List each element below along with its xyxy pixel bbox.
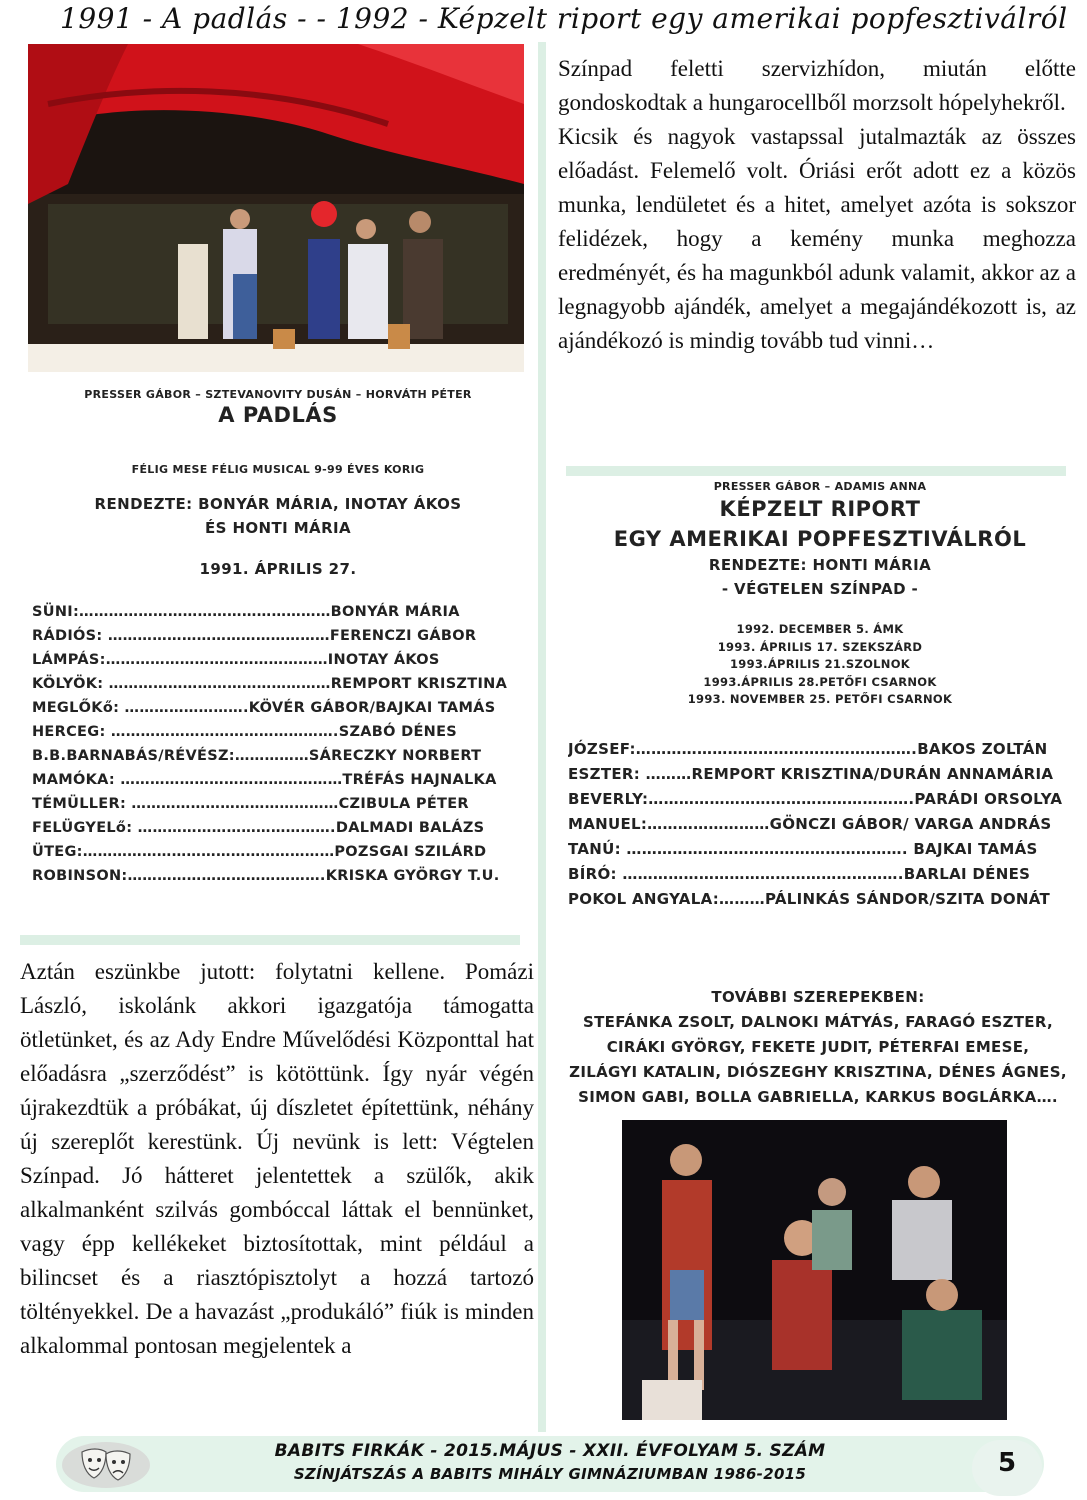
cast-item <box>32 744 528 768</box>
cast-item <box>32 672 528 696</box>
cast-actor: GÖNCZI GÁBOR/ VARGA ANDRÁS <box>769 814 1052 833</box>
cast-actor: BONYÁR MÁRIA <box>330 604 460 620</box>
cast-item <box>32 648 528 672</box>
cast-actor: PARÁDI ORSOLYA <box>914 789 1063 808</box>
cast-actor: DALMADI BALÁZS <box>335 820 485 836</box>
cast-actor: BAKOS ZOLTÁN <box>917 739 1048 758</box>
extras-heading: TOVÁBBI SZEREPEKBEN: <box>711 988 925 1006</box>
poster-date: 1991. ÁPRILIS 27. <box>199 560 357 578</box>
cast-role: ESZTER: ……… <box>568 764 692 783</box>
extras-line: CIRÁKI GYÖRGY, FEKETE JUDIT, PÉTERFAI EMESE, <box>606 1038 1030 1056</box>
cast-actor: SZABÓ DÉNES <box>338 724 458 740</box>
section-divider <box>20 935 520 945</box>
cast-role: BÍRÓ: ………………………………………………. <box>568 864 904 883</box>
cast-actor: REMPORT KRISZTINA <box>330 676 508 692</box>
cast-actor: KÖVÉR GÁBOR/BAJKAI TAMÁS <box>248 700 496 716</box>
poster-subtitle: FÉLIG MESE FÉLIG MUSICAL 9-99 ÉVES KORIG <box>131 463 425 476</box>
cast-list-padlas <box>28 600 528 888</box>
cast-item <box>32 696 528 720</box>
cast-actor: BAJKAI TAMÁS <box>907 839 1038 858</box>
cast-role: MEGLŐKő: ……………………. <box>32 700 249 716</box>
cast-role: TANÚ: ………………………………………………. <box>568 839 908 858</box>
paragraph: Színpad feletti szervizhídon, miután előtte gondoskodtak a hungarocellből morzsolt hópelyhekről. <box>558 56 1076 115</box>
cast-role: B.B.BARNABÁS/RÉVÉSZ:…………… <box>32 748 309 764</box>
performance-date: 1992. DECEMBER 5. ÁMK <box>736 622 904 636</box>
cast-item <box>32 864 528 888</box>
cast-role: RÁDIÓS: ……………………………………… <box>32 628 330 644</box>
cast-actor: BARLAI DÉNES <box>903 864 1031 883</box>
page-number: 5 <box>997 1448 1017 1478</box>
cast-role: LÁMPÁS:……………………………………… <box>32 652 328 668</box>
extra-roles <box>558 984 1078 1110</box>
cast-role: ROBINSON:…………………………………. <box>32 868 326 884</box>
poster-directed-line2: ÉS HONTI MÁRIA <box>204 519 352 537</box>
cast-role: MANUEL:…………………… <box>568 814 770 833</box>
article-text-right <box>558 52 1076 358</box>
cast-item <box>568 862 1080 887</box>
cast-item <box>32 624 528 648</box>
cast-actor: INOTAY ÁKOS <box>327 652 440 668</box>
paragraph: Kicsik és nagyok vastapssal jutalmazták az összes előadást. Felemelő volt. Óriási erőt adott ez a közös munka, lendületet és a hitet, amelyet azóta is sokszor felidézek, hogy a kemény munka meghozza eredményét, és ha magunkból adunk valamit, akkor az a legnagyobb ajándék, amelyet a megajándékozott is, az ajándékozó is mindig tovább tud vinni… <box>558 124 1076 353</box>
extras-line: STEFÁNKA ZSOLT, DALNOKI MÁTYÁS, FARAGÓ ESZTER, <box>583 1013 1053 1031</box>
poster-directed-line1: RENDEZTE: BONYÁR MÁRIA, INOTAY ÁKOS <box>94 495 462 513</box>
cast-role: KÖLYÖK: ……………………………………… <box>32 676 331 692</box>
extras-line: SIMON GABI, BOLLA GABRIELLA, KARKUS BOGLÁRKA…. <box>578 1088 1058 1106</box>
cast-role: BEVERLY:……………………………………………. <box>568 789 915 808</box>
article-text-left <box>20 955 534 1363</box>
poster-title-line2: EGY AMERIKAI POPFESZTIVÁLRÓL <box>613 527 1027 551</box>
stage-photo-riport <box>622 1120 1007 1420</box>
cast-role: ÜTEG:…………………………………………… <box>32 844 335 860</box>
page-title: 1991 - A padlás - - 1992 - Képzelt riport egy amerikai popfesztiválról <box>60 2 1068 35</box>
performance-dates <box>560 621 1080 709</box>
poster-title-line1: KÉPZELT RIPORT <box>719 497 921 521</box>
cast-item <box>568 762 1080 787</box>
cast-actor: POZSGAI SZILÁRD <box>334 844 487 860</box>
cast-role: JÓZSEF:………………………………………………. <box>568 739 918 758</box>
cast-list-riport <box>560 737 1080 912</box>
cast-item <box>32 768 528 792</box>
cast-item <box>568 812 1080 837</box>
cast-role: MAMÓKA: ……………………………………… <box>32 772 343 788</box>
poster-directed: RENDEZTE: HONTI MÁRIA <box>708 556 932 574</box>
cast-item <box>568 887 1080 912</box>
poster-riport <box>560 480 1080 912</box>
performance-date: 1993.ÁPRILIS 28.PETŐFI CSARNOK <box>703 674 937 689</box>
cast-item <box>32 792 528 816</box>
cast-item <box>32 816 528 840</box>
section-divider <box>566 466 1066 476</box>
extras-line: ZILÁGYI KATALIN, DIÓSZEGHY KRISZTINA, DÉNES ÁGNES, <box>569 1063 1067 1081</box>
poster-authors: PRESSER GÁBOR – ADAMIS ANNA <box>713 480 927 493</box>
poster-authors: PRESSER GÁBOR – SZTEVANOVITY DUSÁN – HORVÁTH PÉTER <box>84 388 472 401</box>
cast-actor: KRISKA GYÖRGY T.U. <box>325 868 500 884</box>
theatre-masks-icon <box>60 1440 152 1490</box>
cast-item <box>32 600 528 624</box>
cast-item <box>32 840 528 864</box>
cast-actor: SÁRECZKY NORBERT <box>308 748 482 764</box>
paragraph: Aztán eszünkbe jutott: folytatni kellene. Pomázi László, iskolánk akkori igazgatója támogatta ötletünket, és az Ady Endre Művelődési Központtal hat előadásra „szerződést” is kötöttünk. Így nyár végén újrakezdtük a próbákat, új díszletet építettünk, néhány új szereplőt kerestünk. Új nevünk is lett: Végtelen Színpad. Jó hátteret jelentettek a szülők, akik alkalmanként szilvás gombóccal láttak el bennünket, vagy épp kellékeket biztosítottak, mint például a bilincset és a riasztópisztolyt a hozzá tartozó töltényekkel. De a havazást „produkáló” fiúk is minden alkalommal pontosan megjelentek a <box>20 959 534 1358</box>
cast-role: FELÜGYELő: …………………………………. <box>32 820 336 836</box>
cast-actor: PÁLINKÁS SÁNDOR/SZITA DONÁT <box>764 889 1051 908</box>
cast-actor: TRÉFÁS HAJNALKA <box>342 772 497 788</box>
performance-date: 1993. ÁPRILIS 17. SZEKSZÁRD <box>717 639 923 654</box>
poster-padlas <box>28 388 528 888</box>
cast-actor: REMPORT KRISZTINA/DURÁN ANNAMÁRIA <box>691 764 1054 783</box>
cast-role: POKOL ANGYALA:……… <box>568 889 765 908</box>
poster-title: A PADLÁS <box>218 403 338 427</box>
cast-actor: FERENCZI GÁBOR <box>329 628 477 644</box>
cast-item <box>32 720 528 744</box>
footer-subtitle: SZÍNJÁTSZÁS A BABITS MIHÁLY GIMNÁZIUMBAN 1986-2015 <box>293 1465 807 1483</box>
footer-publication: BABITS FIRKÁK - 2015.MÁJUS - XXII. ÉVFOLYAM 5. SZÁM <box>274 1441 826 1461</box>
column-divider <box>538 42 546 1432</box>
cast-item <box>568 787 1080 812</box>
cast-actor: CZIBULA PÉTER <box>338 796 469 812</box>
cast-item <box>568 837 1080 862</box>
cast-item <box>568 737 1080 762</box>
poster-company: - VÉGTELEN SZÍNPAD - <box>721 580 919 598</box>
cast-role: SÜNI:…………………………………………… <box>32 604 331 620</box>
cast-role: TÉMÜLLER: …………………………………… <box>32 796 339 812</box>
performance-date: 1993.ÁPRILIS 21.SZOLNOK <box>729 657 911 671</box>
cast-role: HERCEG: ………………………………………. <box>32 724 339 740</box>
stage-photo-padlas <box>28 44 524 372</box>
performance-date: 1993. NOVEMBER 25. PETŐFI CSARNOK <box>687 692 953 706</box>
